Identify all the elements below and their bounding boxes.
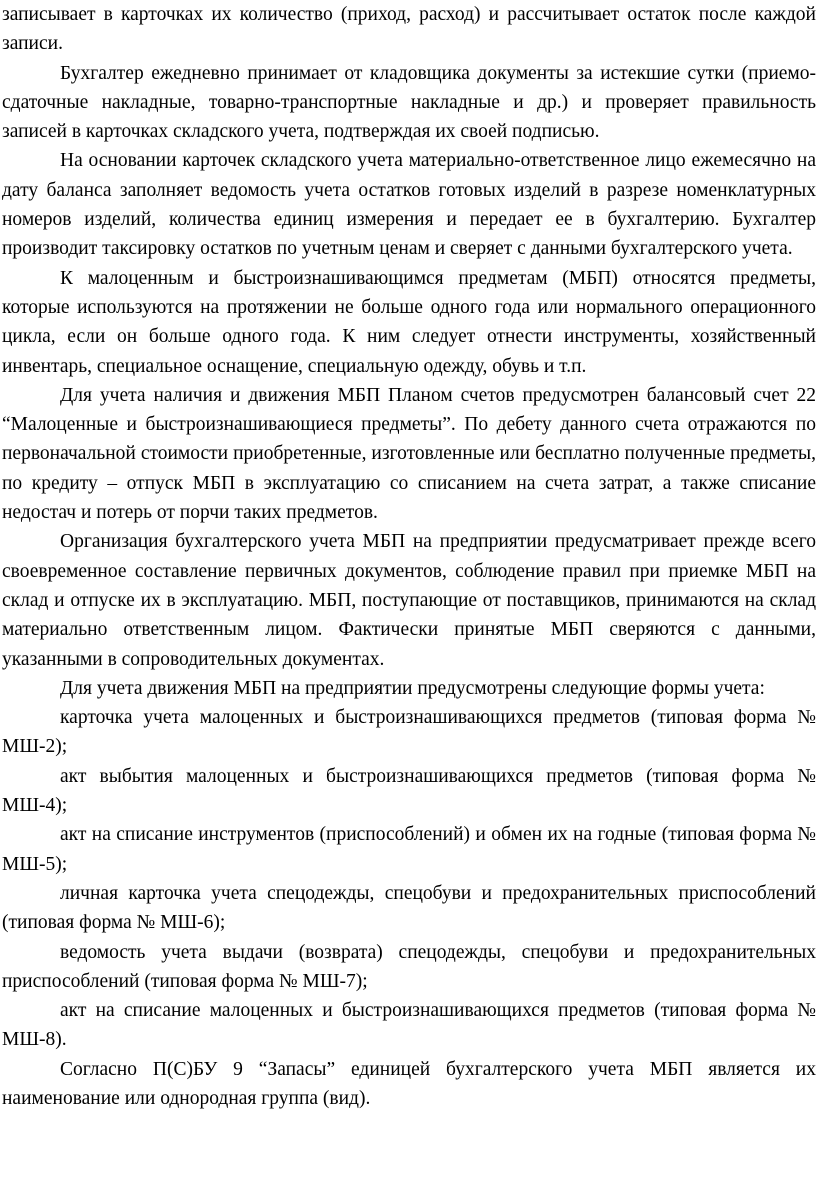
paragraph-forms-intro: Для учета движения МБП на предприятии предусмотрены следующие формы учета: [60, 677, 765, 699]
list-item-form-msh4: акт выбытия малоценных и быстроизнашивающихся предметов (типовая форма № МШ-4); [2, 765, 816, 817]
paragraph-accounting-organization: Организация бухгалтерского учета МБП на предприятии предусматривает прежде всего своевременное составление первичных документов, соблюдение правил при приемке МБП на склад и отпуске их в эксплуатацию. МБП, поступающие от поставщиков, принимаются на склад материально ответственным лицом. Фактически принятые МБП сверяются с данными, указанными в сопроводительных документах. [2, 531, 816, 670]
list-item-form-msh2: карточка учета малоценных и быстроизнашивающихся предметов (типовая форма № МШ-2); [2, 707, 816, 758]
paragraph-psbu-9: Согласно П(С)БУ 9 “Запасы” единицей бухгалтерского учета МБП является их наименование или однородная группа (вид). [2, 1058, 816, 1109]
list-item-form-msh6: личная карточка учета спецодежды, спецобуви и предохранительных приспособлений (типовая форма № МШ-6); [2, 882, 816, 934]
paragraph-continuation: записывает в карточках их количество (приход, расход) и рассчитывает остаток после каждой записи. [2, 4, 816, 55]
list-item-form-msh7: ведомость учета выдачи (возврата) спецодежды, спецобуви и предохранительных приспособлений (типовая форма № МШ-7); [2, 941, 816, 992]
list-item-form-msh8: акт на списание малоценных и быстроизнашивающихся предметов (типовая форма № МШ-8). [2, 1000, 816, 1051]
paragraph-account-22: Для учета наличия и движения МБП Планом счетов предусмотрен балансовый счет 22 “Малоценные и быстроизнашивающиеся предметы”. По дебету данного счета отражаются по первоначальной стоимости приобретенные, изготовленные или бесплатно полученные предметы, по кредиту – отпуск МБП в эксплуатацию со списанием на счета затрат, а также списание недостач и потерь от порчи таких предметов. [2, 384, 816, 524]
paragraph-daily-acceptance: Бухгалтер ежедневно принимает от кладовщика документы за истекшие сутки (приемо-сдаточные накладные, товарно-транспортные накладные и др.) и проверяет правильность записей в карточках складского учета, подтверждая их своей подписью. [2, 62, 816, 143]
list-item-form-msh5: акт на списание инструментов (приспособлений) и обмен их на годные (типовая форма № МШ-5); [2, 824, 816, 875]
paragraph-balance-statement: На основании карточек складского учета материально-ответственное лицо ежемесячно на дату баланса заполняет ведомость учета остатков готовых изделий в разрезе номенклатурных номеров изделий, количества единиц измерения и передает ее в бухгалтерию. Бухгалтер производит таксировку остатков по учетным ценам и сверяет с данными бухгалтерского учета. [2, 150, 816, 260]
paragraph-mbp-definition: К малоценным и быстроизнашивающимся предметам (МБП) относятся предметы, которые используются на протяжении не больше одного года или нормального операционного цикла, если он больше одного года. К ним следует отнести инструменты, хозяйственный инвентарь, специальное оснащение, специальную одежду, обувь и т.п. [2, 267, 816, 377]
